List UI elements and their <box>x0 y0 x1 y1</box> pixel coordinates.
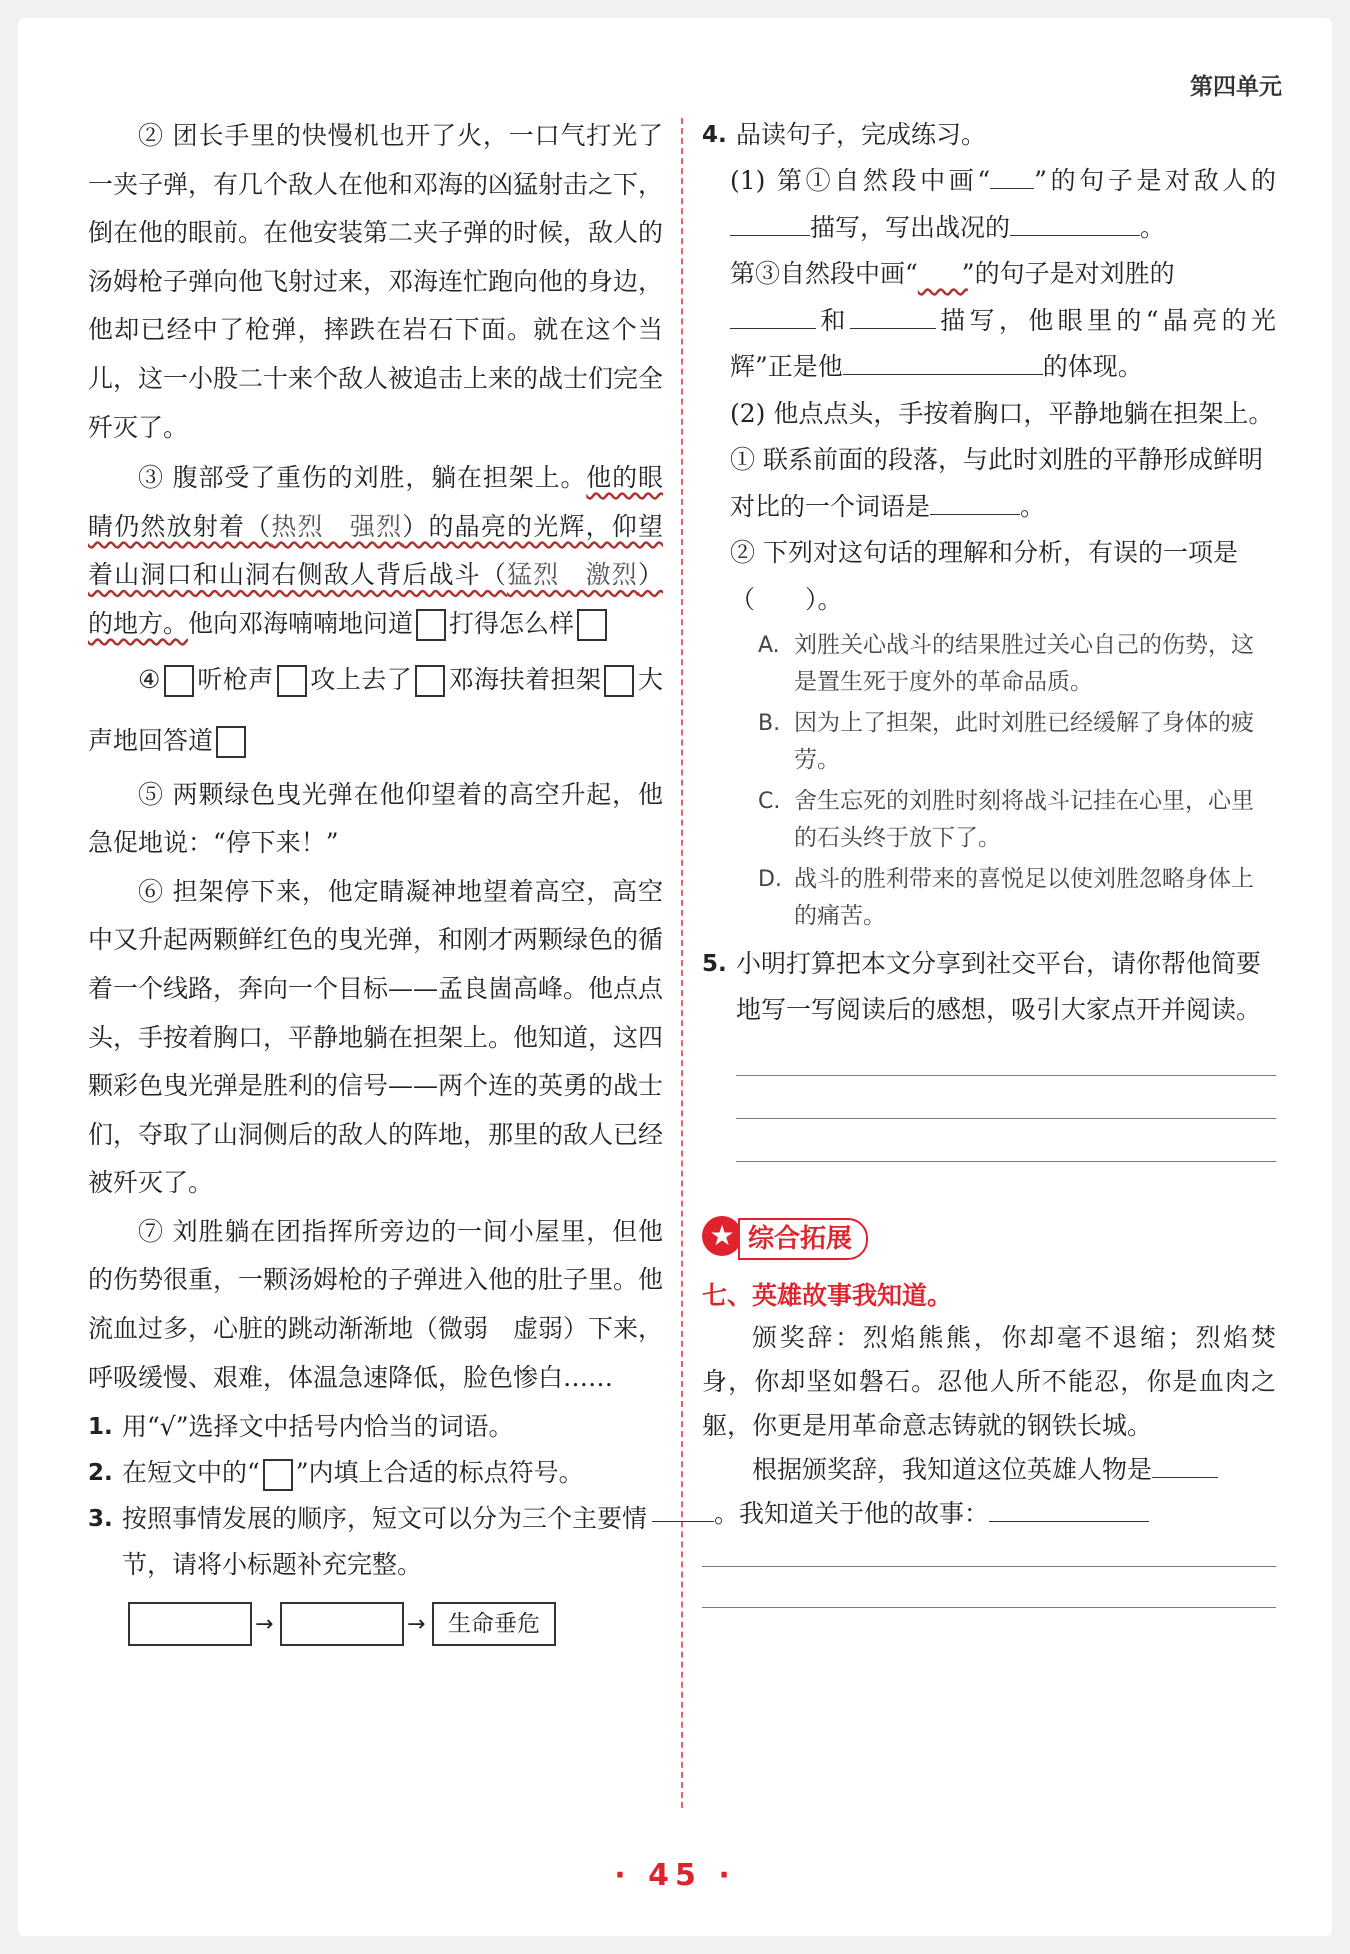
question-4 <box>702 112 1276 158</box>
paragraph-2: ② 团长手里的快慢机也开了火，一口气打光了一夹子弹，有几个敌人在他和邓海的凶猛射击之下，倒在他的眼前。在他安装第二夹子弹的时候，敌人的汤姆枪子弹向他飞射过来，邓海连忙跑向他的身边，他却已经中了枪弹，摔跌在岩石下面。就在这个当儿，这一小股二十来个敌人被追击上来的战士们完全歼灭了。 <box>88 121 664 442</box>
answer-blank[interactable] <box>843 349 1043 375</box>
answer-blank[interactable] <box>730 210 810 236</box>
punct-box[interactable] <box>277 665 307 697</box>
word-choice-1[interactable]: 热烈 强烈 <box>271 511 403 541</box>
q2-number: 2. <box>88 1460 113 1487</box>
q4-number: 4. <box>702 122 727 148</box>
option-text: 舍生忘死的刘胜时刻将战斗记挂在心里，心里的石头终于放下了。 <box>794 788 1254 851</box>
p3-text-e: 他向邓海喃喃地问道 <box>188 608 414 638</box>
q4-1-text-h: 描写，他眼里的“晶亮的光辉”正是他 <box>730 305 1276 381</box>
q2-text-a: 在短文中的“ <box>122 1458 260 1488</box>
q4-part2-1 <box>702 437 1276 530</box>
option-letter: C. <box>758 789 781 814</box>
paragraph-7: ⑦ 刘胜躺在团指挥所旁边的一间小屋里，但他的伤势很重，一颗汤姆枪的子弹进入他的肚子里。他流血过多，心脏的跳动渐渐地（微弱 虚弱）下来，呼吸缓慢、艰难，体温急速降低，脸色惨白…… <box>88 1216 664 1392</box>
p4-text-d: 邓海扶着担架 <box>448 664 602 694</box>
question-2 <box>88 1450 663 1496</box>
q5-text: 小明打算把本文分享到社交平台，请你帮他简要地写一写阅读后的感想，吸引大家点开并阅读。 <box>736 949 1262 1024</box>
word-choice-2[interactable]: 猛烈 激烈 <box>507 560 638 590</box>
option-a[interactable] <box>730 627 1276 701</box>
heading-box-2[interactable] <box>280 1602 404 1646</box>
option-text: 战斗的胜利带来的喜悦足以使刘胜忽略身体上的痛苦。 <box>794 866 1254 929</box>
writing-line[interactable] <box>736 1075 1276 1076</box>
punct-box[interactable] <box>604 665 634 697</box>
column-divider <box>681 118 683 1808</box>
heading-box-1[interactable] <box>128 1602 252 1646</box>
answer-blank[interactable] <box>652 1496 714 1522</box>
section-badge <box>702 1216 1276 1262</box>
question-5 <box>702 941 1276 1033</box>
q4-1-text-b: ”的句子是对敌人的 <box>1034 166 1276 195</box>
paragraph-5: ⑤ 两颗绿色曳光弹在他仰望着的高空升起，他急促地说：“停下来！” <box>88 779 663 858</box>
arrow-icon: → <box>407 1612 426 1638</box>
answer-blank[interactable] <box>989 1496 1149 1522</box>
wavy-line-sample <box>918 251 962 276</box>
q1-text: 用“√”选择文中括号内恰当的词语。 <box>122 1412 514 1442</box>
arrow-icon: → <box>255 1612 274 1638</box>
answer-blank[interactable] <box>930 489 1020 515</box>
q4-1-text-g: 和 <box>816 305 850 335</box>
section-title: 七、英雄故事我知道。 <box>702 1281 953 1310</box>
p4-text-e: 大声地回答道 <box>88 664 663 755</box>
badge-label: 综合拓展 <box>738 1218 868 1260</box>
star-icon: ★ <box>702 1216 742 1256</box>
q4-part2: (2) 他点点头，手按着胸口，平静地躺在担架上。 <box>730 398 1274 428</box>
question-3 <box>88 1496 663 1588</box>
q2-text-b: ”内填上合适的标点符号。 <box>295 1458 584 1488</box>
story-prompt: 。我知道关于他的故事： <box>714 1499 990 1528</box>
option-letter: D. <box>758 867 782 892</box>
writing-line[interactable] <box>736 1161 1276 1162</box>
plot-flow <box>88 1602 663 1662</box>
option-letter: A. <box>758 633 780 658</box>
punct-box[interactable] <box>164 665 194 697</box>
hero-fill <box>702 1448 1276 1536</box>
punct-box[interactable] <box>416 609 446 641</box>
p3-text: ③ 腹部受了重伤的刘胜，躺在担架上。 <box>138 463 587 493</box>
answer-blank[interactable] <box>1010 210 1140 236</box>
option-text: 因为上了担架，此时刘胜已经缓解了身体的疲劳。 <box>794 710 1254 773</box>
p4-text-c: 攻上去了 <box>309 664 413 694</box>
answer-blank[interactable] <box>850 303 936 329</box>
option-c[interactable] <box>730 783 1276 857</box>
q4-1-text-e: 第③自然段中画“ <box>730 259 918 288</box>
q4-part1 <box>702 158 1276 391</box>
p3-text-f: 打得怎么样 <box>449 608 575 638</box>
q4-1-text-c: 描写，写出战况的 <box>810 212 1011 242</box>
q3-text: 按照事情发展的顺序，短文可以分为三个主要情节，请将小标题补充完整。 <box>122 1504 648 1580</box>
p4-num: ④ <box>138 664 161 694</box>
paragraph-6: ⑥ 担架停下来，他定睛凝神地望着高空，高空中又升起两颗鲜红色的曳光弹，和刚才两颗绿色的循着一个线路，奔向一个目标——孟良崮高峰。他点点头，手按着胸口，平静地躺在担架上。他知道，这四颗彩色曳光弹是胜利的信号——两个连的英勇的战士们，夺取了山洞侧后的敌人的阵地，那里的敌人已经被歼灭了。 <box>88 876 664 1198</box>
q5-number: 5. <box>702 951 727 977</box>
hero-fill-text: 根据颁奖辞，我知道这位英雄人物是 <box>752 1455 1153 1484</box>
punct-box[interactable] <box>216 726 246 758</box>
writing-line[interactable] <box>702 1607 1276 1608</box>
q1-number: 1. <box>88 1414 113 1441</box>
q4-1-text-i: 的体现。 <box>1042 352 1143 381</box>
straight-line-sample <box>990 163 1034 189</box>
q4-1-text-a: (1) 第①自然段中画“ <box>730 166 991 195</box>
writing-line[interactable] <box>702 1566 1276 1567</box>
paragraph-3 <box>88 454 663 648</box>
punct-box[interactable] <box>415 665 445 697</box>
q4-2-1-text: ① 联系前面的段落，与此时刘胜的平静形成鲜明对比的一个词语是 <box>730 445 1263 521</box>
q4-1-text-d: 。 <box>1140 212 1166 242</box>
q3-number: 3. <box>88 1506 113 1533</box>
p3-text-c: ）的晶亮的光辉，仰望着山洞口和山洞右侧敌人背后战斗（ <box>88 511 663 590</box>
answer-blank[interactable] <box>1152 1452 1218 1478</box>
q4-2-1-end: 。 <box>1020 491 1046 521</box>
unit-header: 第四单元 <box>1190 74 1282 100</box>
q4-1-text-f: ”的句子是对刘胜的 <box>961 259 1175 288</box>
p4-text-b: 听枪声 <box>196 664 274 694</box>
punct-box-sample <box>263 1459 293 1491</box>
q4-text: 品读句子，完成练习。 <box>736 120 987 149</box>
answer-blank[interactable] <box>730 303 816 329</box>
heading-box-3: 生命垂危 <box>432 1602 556 1646</box>
punct-box[interactable] <box>577 609 607 641</box>
p3-text-b: 他的眼睛仍然放射着（ <box>88 463 663 541</box>
q5-answer-area[interactable] <box>702 1075 1276 1162</box>
right-column <box>702 112 1276 1608</box>
p3-text-d: ）的地方。 <box>88 560 663 638</box>
writing-line[interactable] <box>736 1118 1276 1119</box>
option-letter: B. <box>758 711 781 736</box>
option-d[interactable] <box>730 861 1276 935</box>
left-column <box>88 112 663 1662</box>
page-number: · 45 · <box>614 1858 736 1893</box>
award-speech: 颁奖辞：烈焰熊熊，你却毫不退缩；烈焰焚身，你却坚如磐石。忍他人所不能忍，你是血肉之躯，你更是用革命意志铸就的钢铁长城。 <box>702 1323 1276 1440</box>
option-b[interactable] <box>730 705 1276 779</box>
q4-part2-2: ② 下列对这句话的理解和分析，有误的一项是（ ）。 <box>730 538 1238 614</box>
question-1 <box>88 1404 663 1450</box>
option-text: 刘胜关心战斗的结果胜过关心自己的伤势，这是置生死于度外的革命品质。 <box>794 632 1254 695</box>
paragraph-4 <box>88 649 663 771</box>
